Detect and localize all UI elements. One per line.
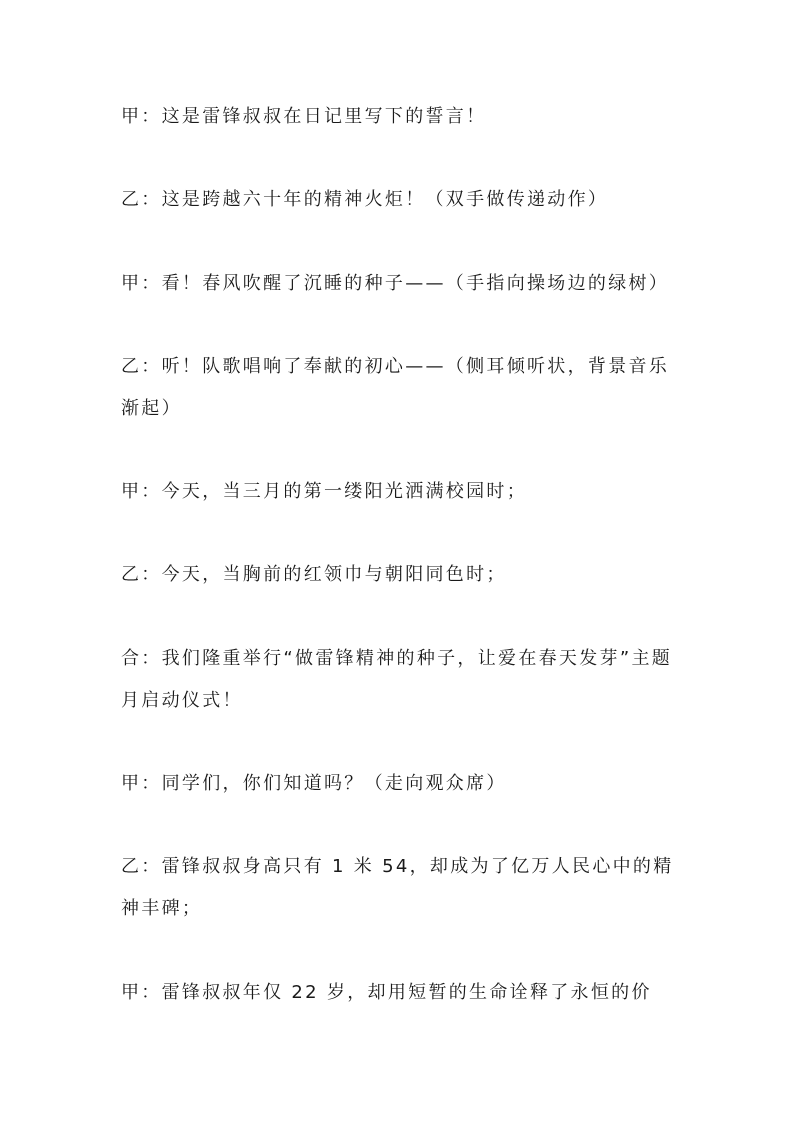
paragraph-yi-3: 乙：今天，当胸前的红领巾与朝阳同色时；: [121, 564, 507, 585]
paragraph-jia-3: 甲：今天，当三月的第一缕阳光洒满校园时；: [121, 481, 527, 502]
paragraph-yi-4: 乙：雷锋叔叔身高只有 1 米 54，却成为了亿万人民心中的精神丰碑；: [121, 856, 674, 919]
paragraph-jia-2: 甲：看！春风吹醒了沉睡的种子——（手指向操场边的绿树）: [121, 273, 670, 294]
paragraph-he-1: 合：我们隆重举行“做雷锋精神的种子，让爱在春天发芽”主题月启动仪式！: [121, 648, 673, 711]
paragraph-yi-1: 乙：这是跨越六十年的精神火炬！（双手做传递动作）: [121, 189, 609, 210]
paragraph-jia-4: 甲：同学们，你们知道吗？（走向观众席）: [121, 773, 507, 794]
paragraph-jia-5: 甲：雷锋叔叔年仅 22 岁，却用短暂的生命诠释了永恒的价: [121, 982, 652, 1003]
paragraph-jia-1: 甲：这是雷锋叔叔在日记里写下的誓言！: [121, 106, 487, 127]
paragraph-yi-2: 乙：听！队歌唱响了奉献的初心——（侧耳倾听状，背景音乐渐起）: [121, 356, 670, 419]
